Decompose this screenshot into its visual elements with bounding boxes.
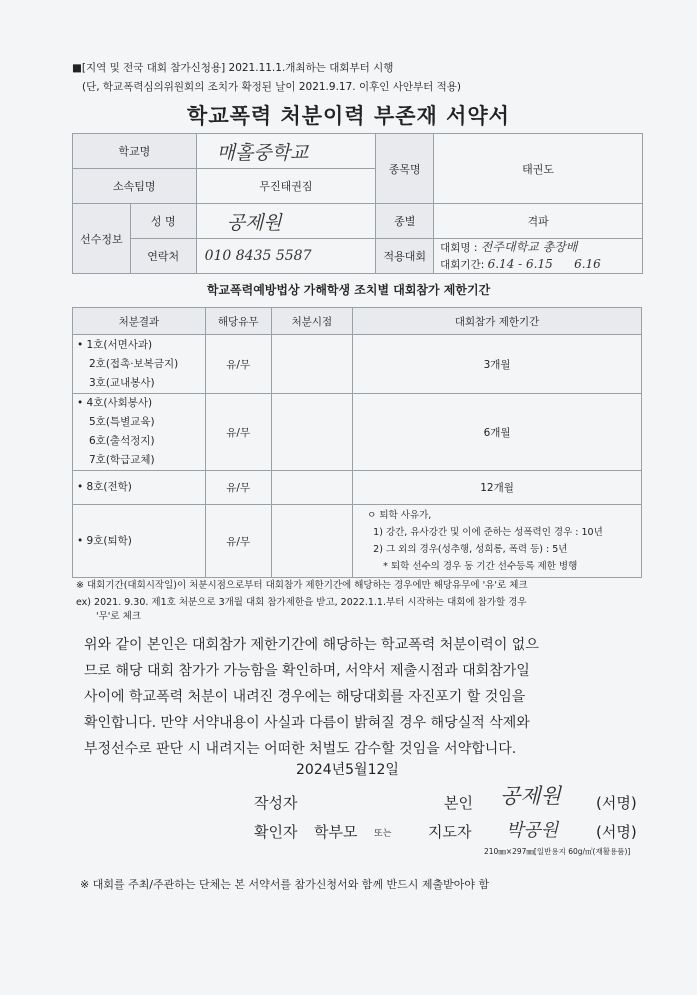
period-cell: 12개월 bbox=[353, 471, 642, 505]
note-checking-rule: ※ 대회기간(대회시작일)이 처분시점으로부터 대회참가 제한기간에 해당하는 경우에만 해당유무에 '유'로 체크 bbox=[76, 580, 528, 591]
table-row bbox=[73, 335, 642, 394]
team-label: 소속팀명 bbox=[73, 169, 197, 204]
penalty-section-title: 학교폭력예방법상 가해학생 조치별 대회참가 제한기간 bbox=[206, 283, 491, 297]
table-row bbox=[73, 394, 642, 471]
competition-value bbox=[434, 239, 643, 274]
name-value: 공제원 bbox=[196, 204, 376, 239]
coach-label: 지도자 bbox=[428, 823, 472, 841]
comp-period-value: 6.14 - 6.15 bbox=[487, 257, 553, 271]
table-row bbox=[73, 505, 642, 578]
result-cell: • 8호(전학) bbox=[73, 471, 206, 505]
comp-period-extra: 6.16 bbox=[574, 257, 601, 271]
note-example-cont: '무'로 체크 bbox=[96, 611, 141, 622]
note-example: ex) 2021. 9.30. 제1호 처분으로 3개월 대회 참가제한을 받고, 2022.1.1.부터 시작하는 대회에 참가할 경우 bbox=[76, 597, 527, 608]
event-label: 종목명 bbox=[376, 134, 434, 204]
result-cell: • 9호(퇴학) bbox=[73, 505, 206, 578]
table-row bbox=[73, 471, 642, 505]
header-scope-note: ■[지역 및 전국 대회 참가신청용] 2021.11.1.개최하는 대회부터 시행 bbox=[72, 62, 394, 74]
name-label: 성 명 bbox=[130, 204, 196, 239]
contact-value: 010 8435 5587 bbox=[196, 239, 376, 274]
comp-period-label: 대회기간: bbox=[440, 259, 485, 271]
date-cell[interactable] bbox=[271, 471, 353, 505]
footer-note: ※ 대회를 주최/주관하는 단체는 본 서약서를 참가신청서와 함께 반드시 제출받아야 함 bbox=[80, 878, 490, 891]
seal-1: (서명) bbox=[596, 794, 637, 812]
confirmer-label: 확인자 bbox=[254, 823, 298, 841]
yn-checkbox[interactable]: 유/무 bbox=[205, 505, 271, 578]
athlete-label: 선수정보 bbox=[73, 204, 131, 274]
school-value: 매홀중학교 bbox=[196, 134, 376, 169]
yn-checkbox[interactable]: 유/무 bbox=[205, 394, 271, 471]
paper-spec: 210㎜×297㎜[일반용지 60g/㎡(재활용품)] bbox=[484, 847, 631, 856]
guardian-label: 학부모 bbox=[314, 823, 358, 841]
contact-label: 연락처 bbox=[130, 239, 196, 274]
header-applicable: 해당유무 bbox=[205, 308, 271, 335]
coach-signature[interactable]: 박공원 bbox=[506, 820, 559, 841]
penalty-table bbox=[72, 307, 642, 578]
self-signature[interactable]: 공제원 bbox=[500, 784, 561, 808]
event-value: 태권도 bbox=[434, 134, 643, 204]
header-restriction: 대회참가 제한기간 bbox=[353, 308, 642, 335]
seal-2: (서명) bbox=[596, 823, 637, 841]
date-cell[interactable] bbox=[271, 335, 353, 394]
result-cell: • 4호(사회봉사) 5호(특별교육) 6호(출석정지) 7호(학급교체) bbox=[73, 394, 206, 471]
or-label: 또는 bbox=[374, 829, 392, 839]
expulsion-conditions: ㅇ 퇴학 사유가, 1) 강간, 유사강간 및 이에 준하는 성폭력인 경우 : 10년 2) 그 외의 경우(성추행, 성희롱, 폭력 등) : 5년 * 퇴학 선수의 경우 동 기간 선수등록 제한 병행 bbox=[353, 505, 642, 578]
competition-label: 적용대회 bbox=[376, 239, 434, 274]
category-value: 격파 bbox=[434, 204, 643, 239]
result-cell: • 1호(서면사과) 2호(접촉·보복금지) 3호(교내봉사) bbox=[73, 335, 206, 394]
comp-name-label: 대회명 : bbox=[440, 242, 478, 254]
pledge-date: 2024년5월12일 bbox=[296, 762, 399, 778]
school-label: 학교명 bbox=[73, 134, 197, 169]
header-apply-note: (단, 학교폭력심의위원회의 조치가 확정된 날이 2021.9.17. 이후인 사안부터 적용) bbox=[82, 81, 462, 93]
yn-checkbox[interactable]: 유/무 bbox=[205, 471, 271, 505]
date-cell[interactable] bbox=[271, 394, 353, 471]
writer-label: 작성자 bbox=[254, 794, 298, 812]
header-result: 처분결과 bbox=[73, 308, 206, 335]
self-label: 본인 bbox=[444, 794, 473, 812]
header-date: 처분시점 bbox=[271, 308, 353, 335]
team-value: 무진태권짐 bbox=[196, 169, 376, 204]
period-cell: 3개월 bbox=[353, 335, 642, 394]
period-cell: 6개월 bbox=[353, 394, 642, 471]
athlete-info-table bbox=[72, 133, 643, 274]
yn-checkbox[interactable]: 유/무 bbox=[205, 335, 271, 394]
date-cell[interactable] bbox=[271, 505, 353, 578]
comp-name-value: 전주대학교 총장배 bbox=[480, 240, 578, 254]
category-label: 종별 bbox=[376, 204, 434, 239]
document-title: 학교폭력 처분이력 부존재 서약서 bbox=[187, 104, 510, 128]
pledge-text: 위와 같이 본인은 대회참가 제한기간에 해당하는 학교폭력 처분이력이 없으 므로 해당 대회 참가가 가능함을 확인하며, 서약서 제출시점과 대회참가일 사이에 학교폭력 처분이 내려진 경우에는 해당대회를 자진포기 할 것임을 확인합니다. 만약 서약내용이 사실과 다름이 밝혀질 경우 해당실적 삭제와 부정선수로 판단 시 내려지는 어떠한 처벌도 감수할 것임을 서약합니다. bbox=[84, 637, 539, 757]
